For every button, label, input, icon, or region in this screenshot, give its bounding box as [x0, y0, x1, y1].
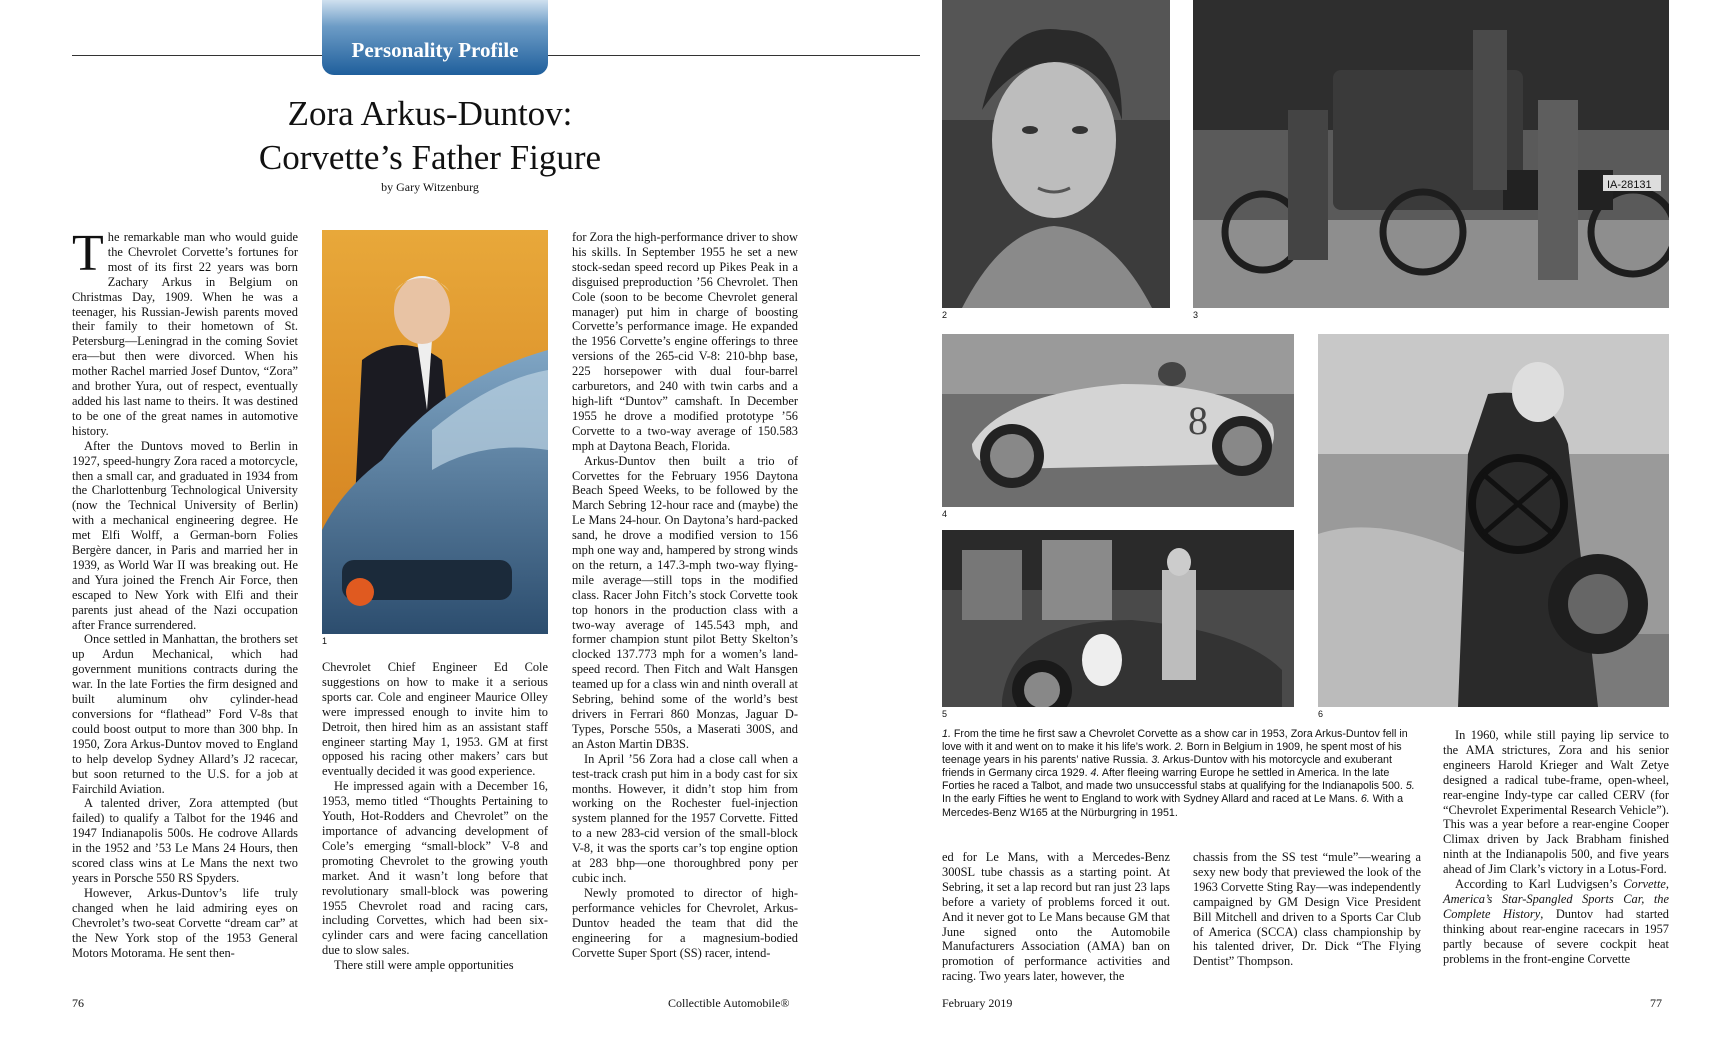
paragraph: A talented driver, Zora attempted (but failed) to qualify a Talbot for the 1946 and 1947 Indianapolis 500s. He codrove Allards in the 1952 and ’53 Le Mans 24 Hours, then scored class wins at Le Mans the next two years in Porsche 550 RS Spyders. [72, 796, 298, 885]
paragraph: ed for Le Mans, with a Mercedes-Benz 300SL tube chassis as a starting point. At Sebring, it set a lap record but ran just 23 laps before a variety of problems forced it out. And it never got to Le Mans because GM that June signed onto the Automobile Manufacturers Association (AMA) ban on promotion of performance activities and racing. Two years later, however, the [942, 850, 1170, 984]
paragraph: Newly promoted to director of high-performance vehicles for Chevrolet, Arkus-Duntov headed the team that did the engineering for a magnesium-bodied Corvette Super Sport (SS) racer, intend- [572, 885, 798, 960]
header-rule-left [72, 55, 322, 56]
body-column-6 [1443, 728, 1669, 967]
paragraph: Once settled in Manhattan, the brothers set up Ardun Mechanical, which had government munitions contracts during the war. In the late Forties the firm designed and built aluminum ohv cylinder-head conversions for “flathead” Ford V-8s that could boost output to more than 300 bhp. In 1950, Zora Arkus-Duntov moved to England to help develop Sydney Allard’s J2 racecar, but soon returned to the U.S. for a job at Fairchild Aviation. [72, 632, 298, 796]
drop-cap: T [72, 225, 104, 282]
body-column-3 [572, 230, 798, 960]
paragraph: In 1960, while still paying lip service to the AMA strictures, Zora and his senior engineers Harold Krieger and Walt Zetye designed a radical tube-frame, open-wheel, rear-engine Indy-type car called CERV (for “Chevrolet Experimental Research Vehicle”). This was a year before a rear-engine Cooper Climax driven by Jack Brabham finished ninth at the Indianapolis 500, and five years ahead of Jim Clark’s victory in a Lotus-Ford. [1443, 728, 1669, 877]
photo-number-2: 2 [942, 310, 948, 320]
photo-3-motorcycle-friends [1193, 0, 1669, 308]
body-column-2 [322, 660, 548, 973]
page-number-right: 77 [1650, 996, 1662, 1010]
header-rule-right [548, 55, 920, 56]
paragraph: After the Duntovs moved to Berlin in 1927, speed-hungry Zora raced a motorcycle, then a small car, and graduated in 1934 from the Charlottenburg Technological University (now the Technical University of Berlin) with a mechanical engineering degree. He met Elfi Wolff, a German-born Folies Bergère dancer, in Paris and married her in 1939, as World War II was breaking out. He and Yura joined the French Air Force, then escaped to New York with Elfi and their parents just ahead of the Nazi occupation after France surrendered. [72, 438, 298, 632]
paragraph: for Zora the high-performance driver to show his skills. In September 1955 he set a new stock-sedan speed record up Pikes Peak in a disguised preproduction ’56 Chevrolet. Then Cole (soon to be become Chevrolet general manager) put him in charge of boosting Corvette’s performance image. He expanded the 1956 Corvette’s engine offerings to three versions of the 265-cid V-8: 210-bhp base, 225 horsepower with dual four-barrel carburetors, and 240 with twin carbs and a high-lift “Duntov” camshaft. In December 1955 he drove a modified prototype ’56 Corvette to a two-way average of 150.583 mph at Daytona Beach, Florida. [572, 230, 798, 453]
paragraph: Chevrolet Chief Engineer Ed Cole suggestions on how to make it a serious sports car. Cole and engineer Maurice Olley were impressed enough to invite him to Detroit, then hired him as an assistant staff engineer starting May 1, 1953. GM at first opposed his racing other makers’ cars but eventually decided it was good experience. [322, 660, 548, 779]
paragraph: He impressed again with a December 16, 1953, memo titled “Thoughts Pertaining to Youth, Hot-Rodders and Chevrolet” on the importance of advancing development of Cole’s emerging “small-block” V-8 and promoting Chevrolet to the growing youth market. And it wasn’t long before that revolutionary small-block was powering 1955 Chevrolet road and racing cars, including Corvettes, which had been six-cylinder cars and were facing cancellation due to slow sales. [322, 779, 548, 958]
photo-number-1: 1 [322, 636, 328, 646]
paragraph: There still were ample opportunities [334, 958, 514, 973]
photo-6-mercedes-w165 [1318, 334, 1669, 707]
body-column-5 [1193, 850, 1421, 969]
issue-date: February 2019 [942, 996, 1013, 1010]
paragraph: Arkus-Duntov then built a trio of Corvettes for the February 1956 Daytona Beach Speed Weeks, to be followed by the March Sebring 12-hour race and (maybe) the Le Mans 24-hour. On Daytona’s hard-packed sand, he drove a modified version to 156 mph one way and, hampered by strong winds on the return, a 147.3-mph two-way flying-mile average—still tops in the modified class. Racer John Fitch’s stock Corvette took top honors in the production class with a two-way average of 145.543 mph, and former champion stunt pilot Betty Skelton’s clocked 137.773 mph for a women’s land-speed record. Then Fitch and Walt Hansgen teamed up for a class win and ninth overall at Sebring, behind some of the world’s best drivers in Ferrari 860 Monzas, Jaguar D-Types, Porsche 550s, a Maserati 300S, and an Aston Martin DB3S. [572, 453, 798, 751]
photo-number-3: 3 [1193, 310, 1199, 320]
paragraph: In April ’56 Zora had a close call when a test-track crash put him in a body cast for six months. However, it didn’t stop him from working on the Rochester fuel-injection system planned for the 1957 Corvette. Fitted to a new 283-cid version of the small-block V-8, it was the sports car’s top engine option at 283 bhp—one thoroughbred pony per cubic inch. [572, 751, 798, 885]
photo-number-4: 4 [942, 509, 948, 519]
photo-1-duntov-with-corvette [322, 230, 548, 634]
article-title: Zora Arkus-Duntov: Corvette’s Father Figure [258, 94, 602, 177]
photo-4-talbot-racecar [942, 334, 1294, 507]
paragraph: However, Arkus-Duntov’s life truly changed when he laid admiring eyes on Chevrolet’s two-seat Corvette “dream car” at the New York stop of the 1953 General Motors Motorama. He sent then- [72, 885, 298, 960]
paragraph: The remarkable man who would guide the Chevrolet Corvette’s fortunes for most of its first 22 years was born Zachary Arkus in Belgium on Christmas Day, 1909. When he was a teenager, his Russian-Jewish parents moved their family to their hometown of St. Petersburg—Leningrad in the coming Soviet era—but then were divorced. When his mother Rachel married Josef Duntov, “Zora” and brother Yura, out of respect, eventually added his last name to theirs. It was destined to be one of the great names in automotive history. [72, 225, 298, 438]
byline: by Gary Witzenburg [381, 180, 479, 194]
paragraph: According to Karl Ludvigsen’s Corvette, America’s Star-Spangled Sports Car, the Complete History, Duntov had started thinking about rear-engine racecars in 1957 partly because of severe cockpit heat problems in the front-engine Corvette [1443, 877, 1669, 966]
photo-captions: 1. From the time he first saw a Chevrolet Corvette as a show car in 1953, Zora Arkus-Duntov fell in love with it and went on to make it his life’s work. 2. Born in Belgium in 1909, he spent most of his teenage years in his parents’ native Russia. 3. Arkus-Duntov with his motorcycle and exuberant friends in Germany circa 1929. 4. After fleeing warring Europe he settled in America. In the late Forties he raced a Talbot, and made two unsuccessful stabs at qualifying for the Indianapolis 500. 5. In the early Fifties he went to England to work with Sydney Allard and raced at Le Mans. 6. With a Mercedes-Benz W165 at the Nürburgring in 1951. [942, 728, 1415, 819]
body-column-4 [942, 850, 1170, 984]
paragraph: chassis from the SS test “mule”—wearing a sexy new body that previewed the look of the 1963 Corvette Sting Ray—was independently campaigned by GM Design Vice President Bill Mitchell and driven to a Sports Car Club of America (SCCA) class championship by his talented driver, Dr. Dick “The Flying Dentist” Thompson. [1193, 850, 1421, 969]
page-number-left: 76 [72, 996, 84, 1010]
photo-number-5: 5 [942, 709, 948, 719]
publication-name: Collectible Automobile® [668, 996, 790, 1010]
photo-2-young-zora-portrait [942, 0, 1170, 308]
photo-5-allard-garage [942, 530, 1294, 707]
photo-number-6: 6 [1318, 709, 1324, 719]
license-plate: IA-28131 [1607, 179, 1652, 191]
body-column-1 [72, 225, 298, 960]
section-tab: Personality Profile [322, 0, 548, 75]
svg-text:8: 8 [1188, 398, 1208, 443]
